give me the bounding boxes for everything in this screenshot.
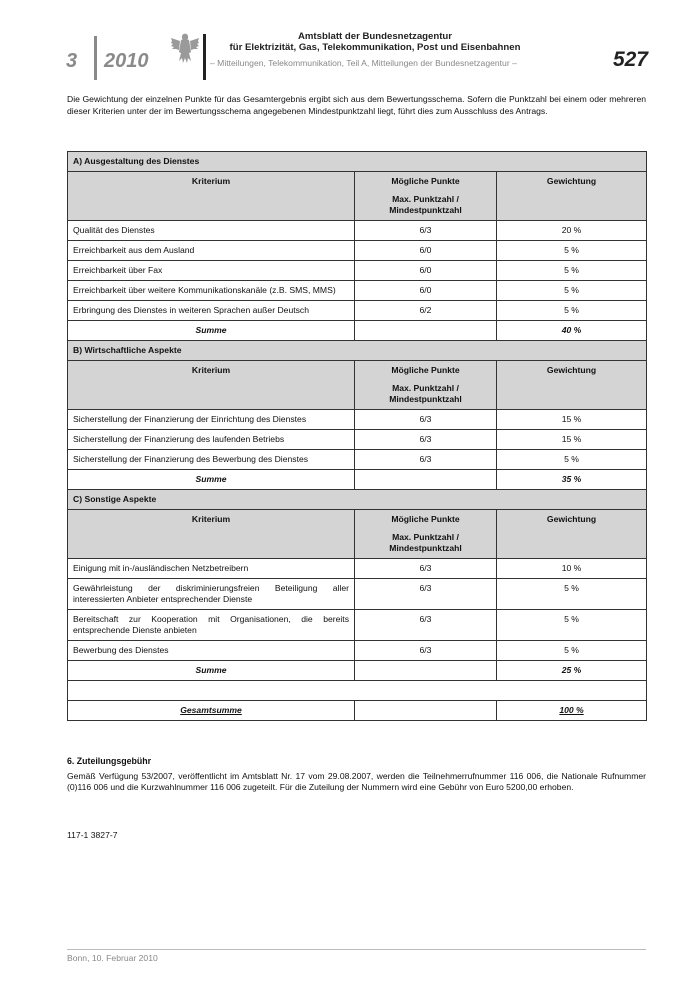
issue-number: 3 <box>66 50 78 72</box>
table-row: Qualität des Dienstes 6/3 20 % <box>68 221 647 241</box>
table-row: Einigung mit in-/ausländischen Netzbetreibern 6/3 10 % <box>68 559 647 579</box>
section-6-body: Gemäß Verfügung 53/2007, veröffentlicht im Amtsblatt Nr. 17 vom 29.08.2007, werden die Teilnehmerrufnummer 116 006, die Nationale Rufnummer (0)116 006 und die Kurzwahlnummer 116 006 zugeteilt. Für die Zuteilung der Nummern wird eine Gebühr von Euro 5200,00 erhoben. <box>67 771 646 792</box>
table-row: Erbringung des Dienstes in weiteren Sprachen außer Deutsch 6/2 5 % <box>68 301 647 321</box>
section-header: B) Wirtschaftliche Aspekte <box>68 341 647 361</box>
table-row: Bewerbung des Dienstes 6/3 5 % <box>68 641 647 661</box>
table-row: Sicherstellung der Finanzierung des Bewerbung des Dienstes 6/3 5 % <box>68 450 647 470</box>
table-row: Sicherstellung der Finanzierung des laufenden Betriebs 6/3 15 % <box>68 430 647 450</box>
table-row: Erreichbarkeit aus dem Ausland 6/0 5 % <box>68 241 647 261</box>
sum-row: Summe 35 % <box>68 470 647 490</box>
column-header-row: Kriterium Mögliche Punkte Max. Punktzahl / Mindestpunktzahl Gewichtung <box>68 361 647 410</box>
intro-paragraph: Die Gewichtung der einzelnen Punkte für das Gesamtergebnis ergibt sich aus dem Bewertungsschema. Sofern die Punktzahl bei einem oder mehreren dieser Kriterien unter der im Bewertungsschema angegebenen Mindestpunktzahl liegt, führt dies zum Ausschluss des Antrags. <box>67 94 646 116</box>
footer-divider <box>67 949 646 950</box>
table-row: Sicherstellung der Finanzierung der Einrichtung des Dienstes 6/3 15 % <box>68 410 647 430</box>
evaluation-table <box>67 151 647 721</box>
spacer-row <box>68 681 647 701</box>
column-header-row: Kriterium Mögliche Punkte Max. Punktzahl / Mindestpunktzahl Gewichtung <box>68 510 647 559</box>
section-6-title: 6. Zuteilungsgebühr <box>67 756 152 766</box>
sum-row: Summe 40 % <box>68 321 647 341</box>
issue-year: 2010 <box>104 50 149 72</box>
section-header: C) Sonstige Aspekte <box>68 490 647 510</box>
section-header: A) Ausgestaltung des Dienstes <box>68 152 647 172</box>
table-row: Erreichbarkeit über weitere Kommunikationskanäle (z.B. SMS, MMS) 6/0 5 % <box>68 281 647 301</box>
publication-title: Amtsblatt der Bundesnetzagentur für Elektrizität, Gas, Telekommunikation, Post und Eisenbahnen <box>229 31 521 53</box>
publication-subtitle: – Mitteilungen, Telekommunikation, Teil A, Mitteilungen der Bundesnetzagentur – <box>210 58 517 68</box>
total-row: Gesamtsumme 100 % <box>68 701 647 721</box>
reference-number: 117-1 3827-7 <box>67 830 118 840</box>
header-divider-dark <box>203 34 206 80</box>
column-header-row: Kriterium Mögliche Punkte Max. Punktzahl / Mindestpunktzahl Gewichtung <box>68 172 647 221</box>
table-row: Bereitschaft zur Kooperation mit Organisationen, die bereits entsprechende Dienste anbieten 6/3 5 % <box>68 610 647 641</box>
table-row: Gewährleistung der diskriminierungsfreien Beteiligung aller interessierten Anbieter entsprechender Dienste 6/3 5 % <box>68 579 647 610</box>
page-number: 527 <box>612 48 648 71</box>
header-divider <box>94 36 97 80</box>
sum-row: Summe 25 % <box>68 661 647 681</box>
table-row: Erreichbarkeit über Fax 6/0 5 % <box>68 261 647 281</box>
page-header <box>0 0 700 90</box>
table-body <box>68 152 647 721</box>
federal-eagle-icon <box>170 30 200 66</box>
footer-date: Bonn, 10. Februar 2010 <box>67 953 158 963</box>
